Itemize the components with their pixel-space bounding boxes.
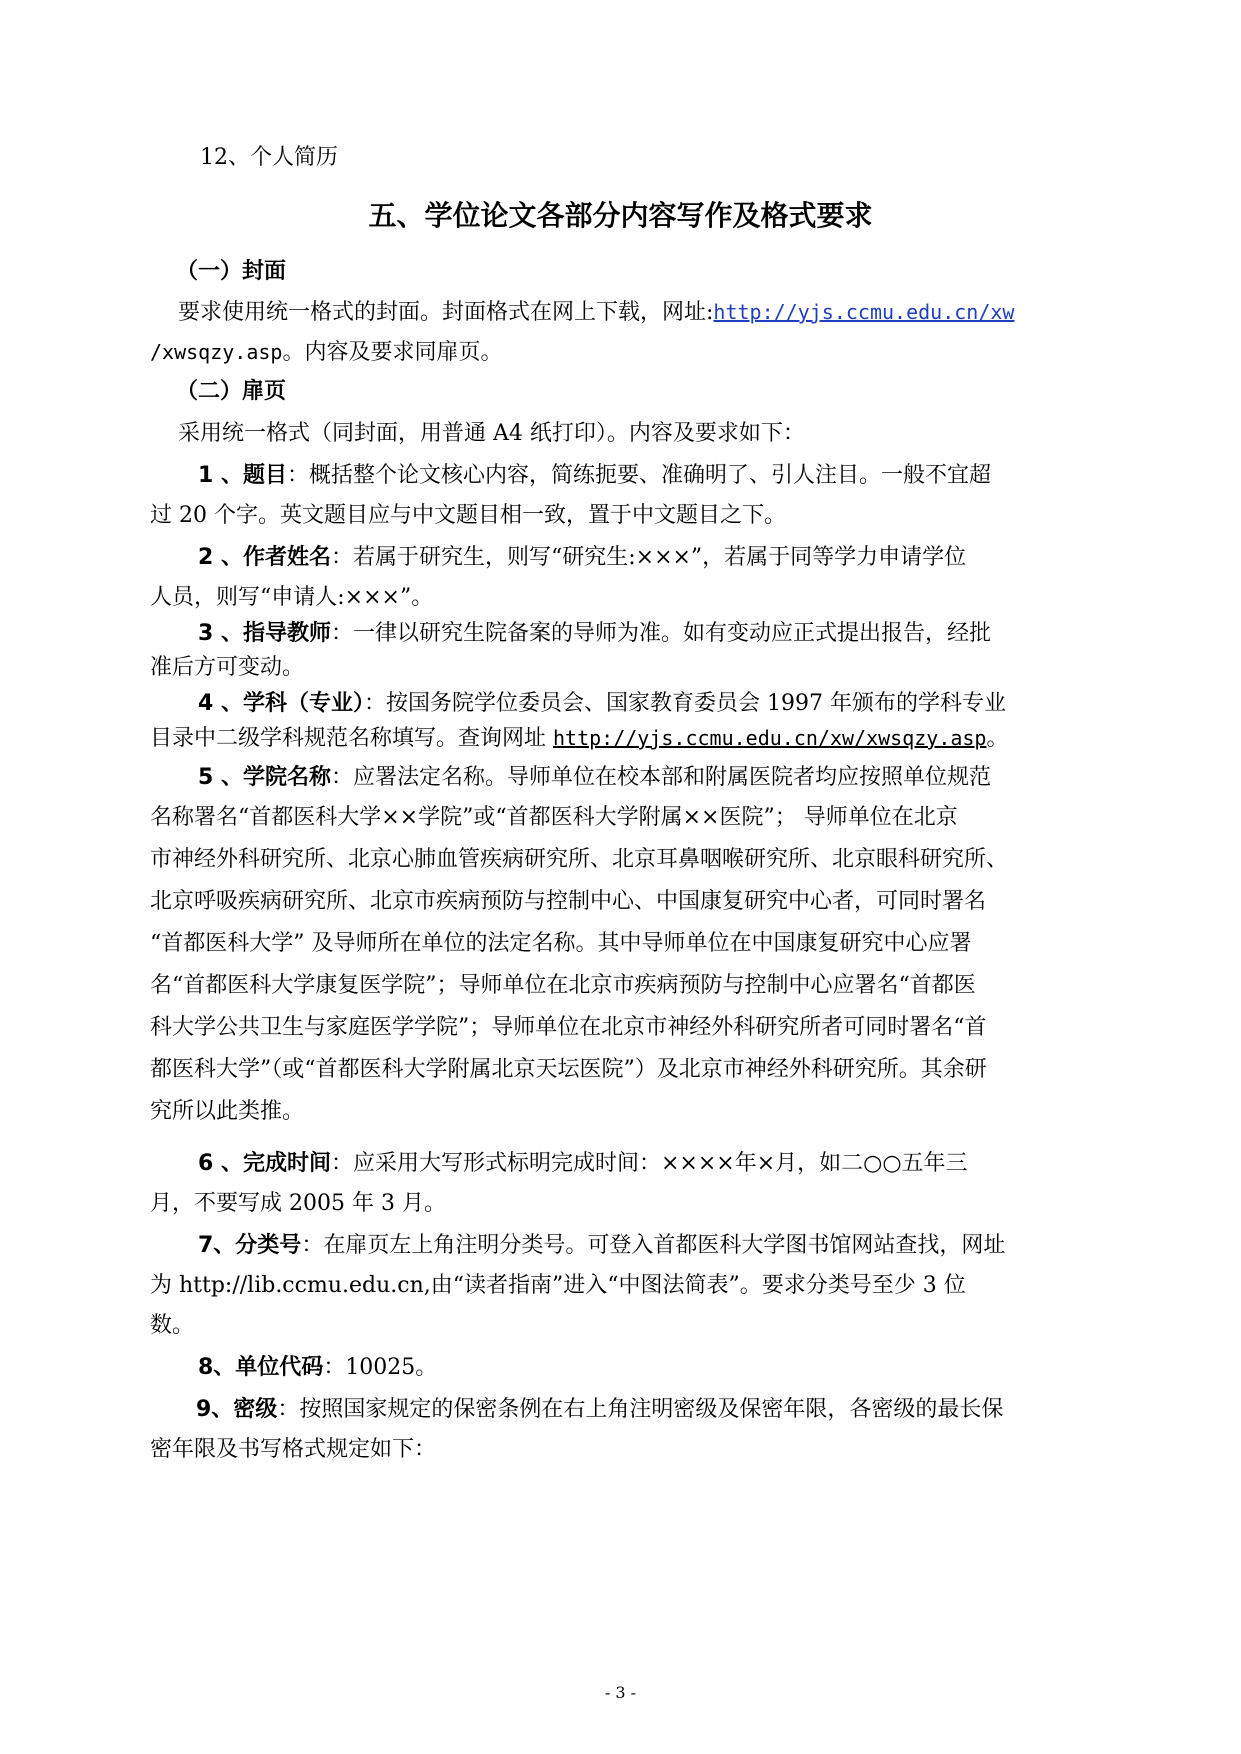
title-page-intro: 采用统一格式（同封面，用普通 A4 纸打印）。内容及要求如下： [178,421,805,446]
item-2-line1: 2 、作者姓名：若属于研究生，则写“研究生:×××”，若属于同等学力申请学位 [198,545,967,570]
item-5-line6: 名“首都医科大学康复医学院”；导师单位在北京市疾病预防与控制中心应署名“首都医 [150,973,976,998]
item-9-line1: 9、密级：按照国家规定的保密条例在右上角注明密级及保密年限，各密级的最长保 [196,1397,1004,1422]
item-3-line2: 准后方可变动。 [150,655,305,680]
cover-text-suffix: 。内容及要求同扉页。 [282,340,503,365]
discipline-url-link[interactable]: http://yjs.ccmu.edu.cn/xw/xwsqzy.asp [553,726,987,750]
item-5-line1: 5 、学院名称：应署法定名称。导师单位在校本部和附属医院者均应按照单位规范 [198,765,991,790]
item-7-label: 7、分类号 [198,1233,302,1258]
item-8-label: 8、单位代码 [198,1355,324,1380]
cover-heading: （一）封面 [176,259,287,284]
item-1-label: 1 、题目 [198,463,287,488]
item-2-line2: 人员，则写“申请人:×××”。 [150,585,434,610]
title-page-heading: （二）扉页 [176,379,287,404]
item-3-label: 3 、指导教师 [198,621,331,646]
item-2-label: 2 、作者姓名 [198,545,331,570]
item-5-line8: 都医科大学”（或“首都医科大学附属北京天坛医院”）及北京市神经外科研究所。其余研 [150,1057,987,1082]
cover-text: 要求使用统一格式的封面。封面格式在网上下载，网址: [178,300,714,325]
cover-paragraph-line1 [130,292,1138,333]
item-5-line5: “首都医科大学” 及导师所在单位的法定名称。其中导师单位在中国康复研究中心应署 [150,931,972,956]
item-5-line2: 名称署名“首都医科大学××学院”或“首都医科大学附属××医院”； 导师单位在北京 [150,805,958,830]
item-8-line1: 8、单位代码：10025。 [198,1355,438,1380]
item-4-label: 4 、学科（专业） [198,691,364,716]
item-1-line2: 过 20 个字。英文题目应与中文题目相一致，置于中文题目之下。 [150,503,786,528]
cover-paragraph-line2 [150,332,1110,373]
cover-url-link[interactable]: http://yjs.ccmu.edu.cn/xw [713,300,1015,324]
item-4-line2: 目录中二级学科规范名称填写。查询网址 http://yjs.ccmu.edu.cn/xw/xwsqzy.asp。 [150,726,1009,751]
item-12: 12、个人简历 [200,145,338,170]
item-6-label: 6 、完成时间 [198,1151,331,1176]
item-7-line3: 数。 [150,1313,195,1338]
item-7-line2: 为 http://lib.ccmu.edu.cn,由“读者指南”进入“中图法简表”。要求分类号至少 3 位 [150,1273,966,1298]
cover-url-continued: /xwsqzy.asp [150,340,283,364]
item-6-line2: 月，不要写成 2005 年 3 月。 [150,1191,446,1216]
item-5-line3: 市神经外科研究所、北京心肺血管疾病研究所、北京耳鼻咽喉研究所、北京眼科研究所、 [150,847,1009,872]
item-4-line1: 4 、学科（专业）：按国务院学位委员会、国家教育委员会 1997 年颁布的学科专业 [198,691,1006,716]
item-7-line1: 7、分类号：在扉页左上角注明分类号。可登入首都医科大学图书馆网站查找，网址 [198,1233,1006,1258]
item-5-line9: 究所以此类推。 [150,1099,305,1124]
item-5-label: 5 、学院名称 [198,765,331,790]
item-9-label: 9、密级 [196,1397,278,1422]
item-1-line1: 1 、题目：概括整个论文核心内容，简练扼要、准确明了、引人注目。一般不宜超 [198,463,991,488]
item-5-line7: 科大学公共卫生与家庭医学学院”；导师单位在北京市神经外科研究所者可同时署名“首 [150,1015,987,1040]
page-number: - 3 - [604,1683,637,1702]
item-6-line1: 6 、完成时间：应采用大写形式标明完成时间：××××年×月，如二○○五年三 [198,1151,968,1176]
item-9-line2: 密年限及书写格式规定如下： [150,1437,437,1462]
item-5-line4: 北京呼吸疾病研究所、北京市疾病预防与控制中心、中国康复研究中心者，可同时署名 [150,889,987,914]
section-title: 五、学位论文各部分内容写作及格式要求 [368,199,873,232]
item-3-line1: 3 、指导教师：一律以研究生院备案的导师为准。如有变动应正式提出报告，经批 [198,621,991,646]
